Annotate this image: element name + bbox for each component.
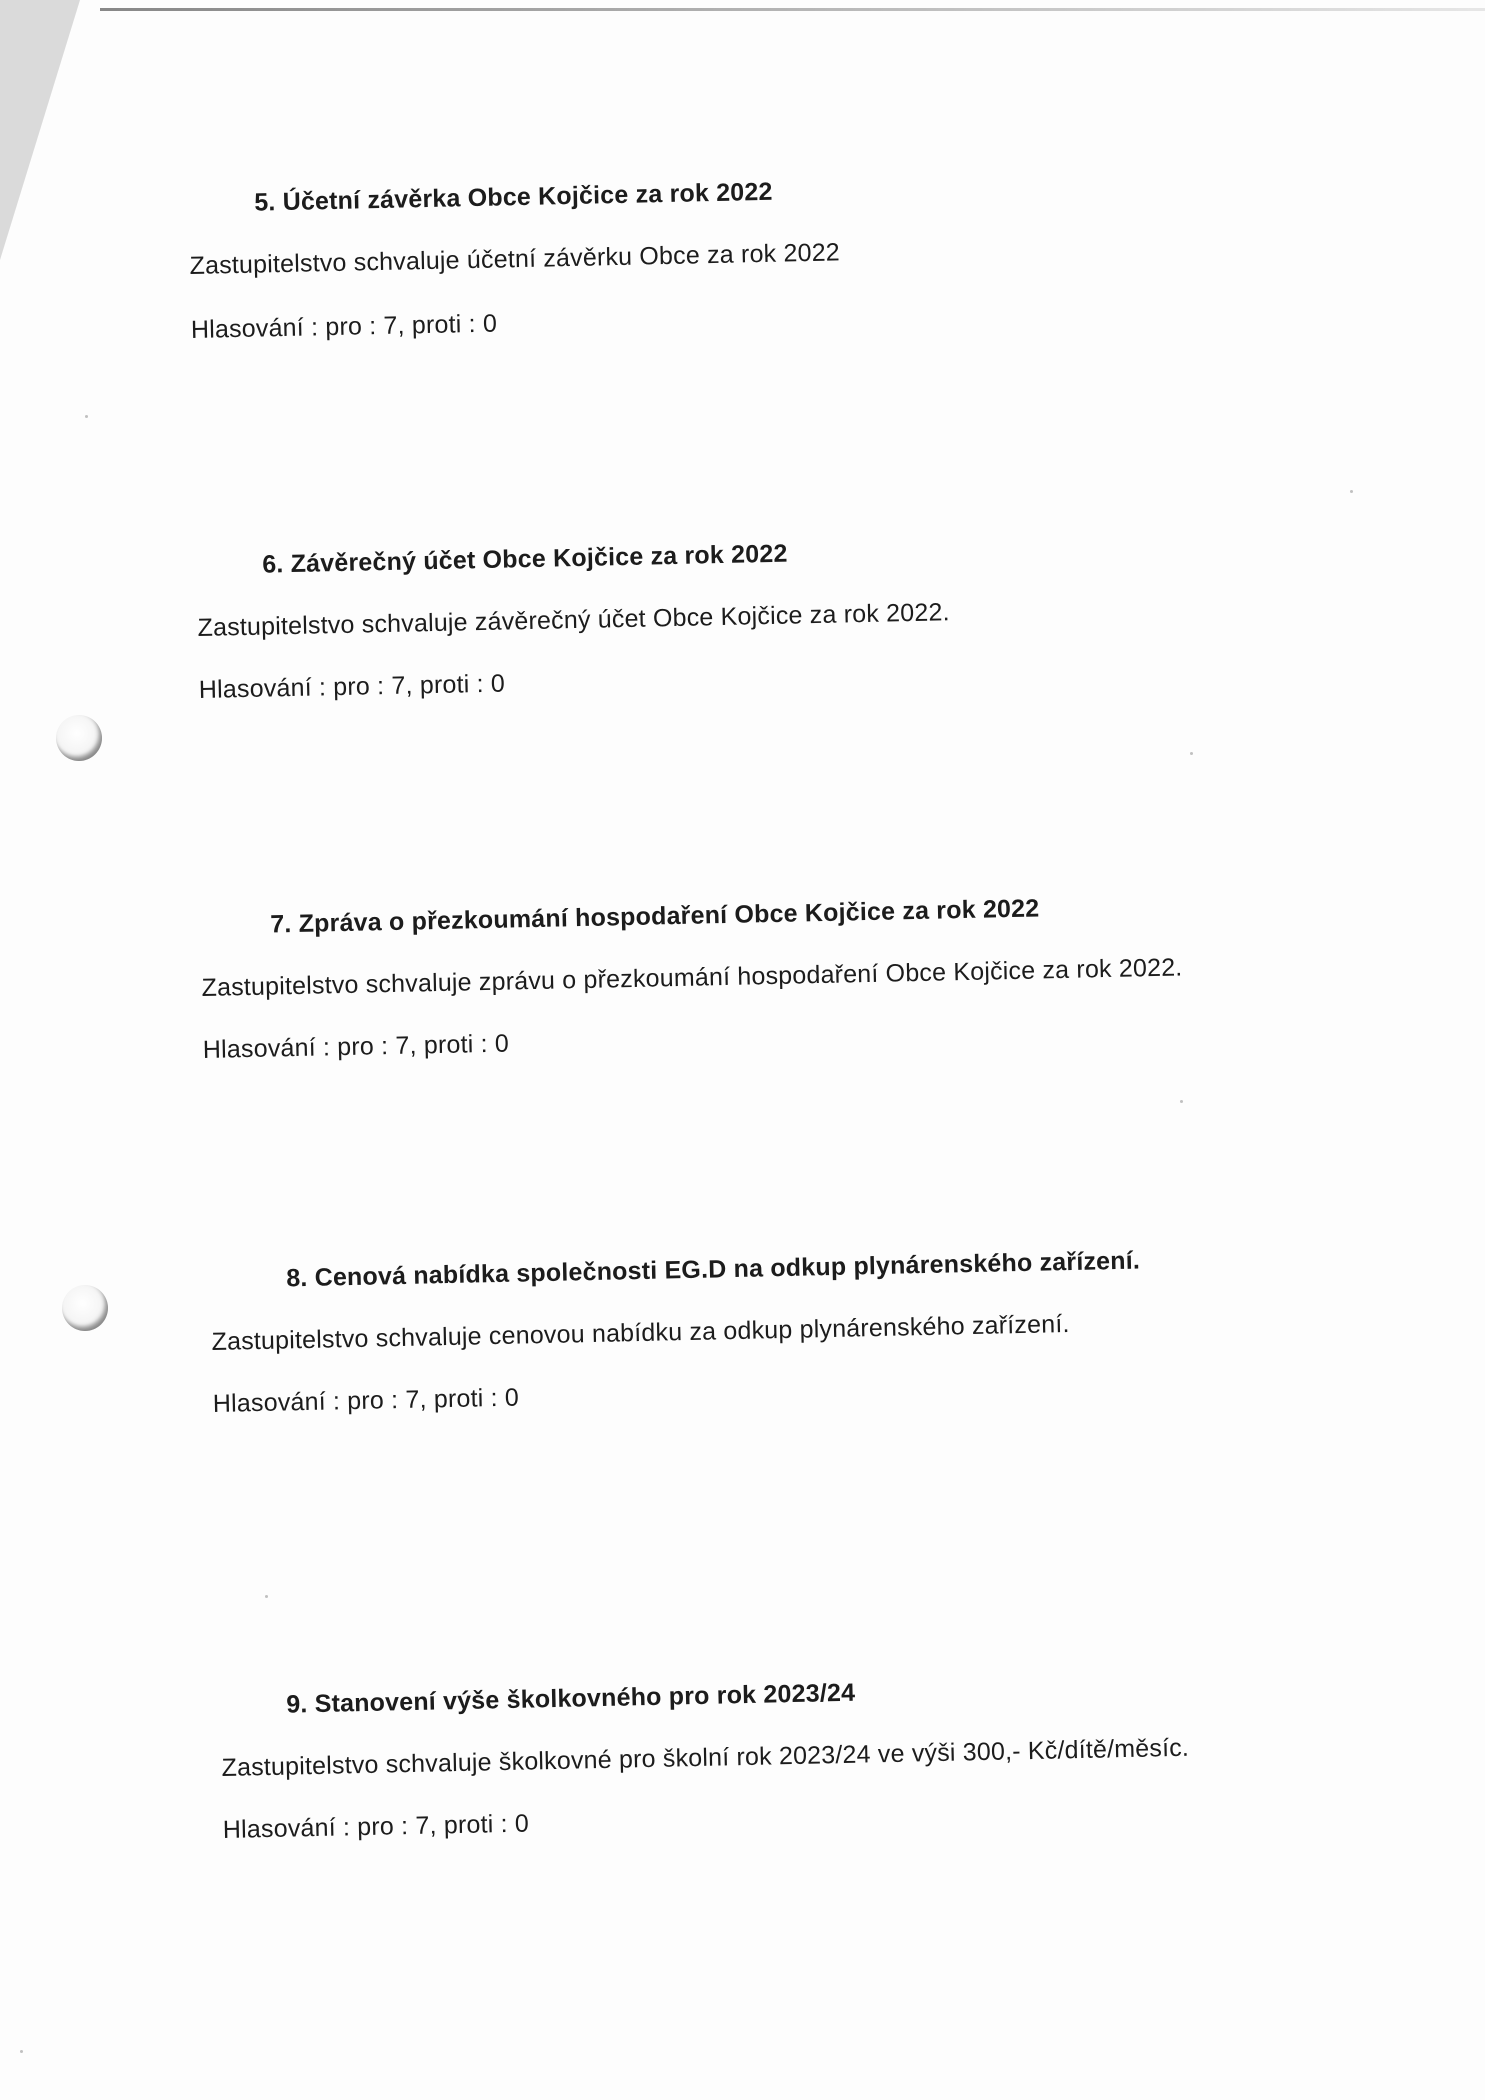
vote-result: Hlasování : pro : 7, proti : 0 (212, 1383, 520, 1418)
scan-corner-fold (0, 0, 80, 260)
vote-result: Hlasování : pro : 7, proti : 0 (202, 1029, 510, 1064)
scan-speck (265, 1595, 268, 1598)
resolution-text: Zastupitelstvo schvaluje účetní závěrku Obce za rok 2022 (189, 238, 841, 280)
scan-speck (85, 415, 88, 418)
vote-result: Hlasování : pro : 7, proti : 0 (190, 309, 498, 344)
vote-result: Hlasování : pro : 7, proti : 0 (198, 669, 506, 704)
vote-result: Hlasování : pro : 7, proti : 0 (222, 1809, 530, 1844)
resolution-text: Zastupitelstvo schvaluje školkovné pro školní rok 2023/24 ve výši 300,- Kč/dítě/měsíc. (221, 1733, 1190, 1782)
resolution-heading: 5. Účetní závěrka Obce Kojčice za rok 2022 (253, 177, 773, 217)
resolution-heading: 7. Zpráva o přezkoumání hospodaření Obce Kojčice za rok 2022 (269, 894, 1040, 939)
resolution-text: Zastupitelstvo schvaluje závěrečný účet Obce Kojčice za rok 2022. (197, 598, 950, 642)
scan-speck (1350, 490, 1353, 493)
scan-speck (1180, 1100, 1183, 1103)
punch-hole-lower (62, 1285, 108, 1331)
resolution-heading: 8. Cenová nabídka společnosti EG.D na odkup plynárenského zařízení. (285, 1246, 1141, 1293)
punch-hole-upper (56, 715, 102, 761)
scan-speck (1190, 752, 1193, 755)
resolution-text: Zastupitelstvo schvaluje zprávu o přezkoumání hospodaření Obce Kojčice za rok 2022. (201, 953, 1183, 1002)
resolution-text: Zastupitelstvo schvaluje cenovou nabídku za odkup plynárenského zařízení. (211, 1310, 1070, 1356)
scan-top-edge (100, 8, 1485, 11)
scan-speck (20, 2050, 23, 2053)
resolution-heading: 6. Závěrečný účet Obce Kojčice za rok 2022 (261, 539, 788, 579)
resolution-heading: 9. Stanovení výše školkovného pro rok 2023/24 (285, 1678, 856, 1719)
